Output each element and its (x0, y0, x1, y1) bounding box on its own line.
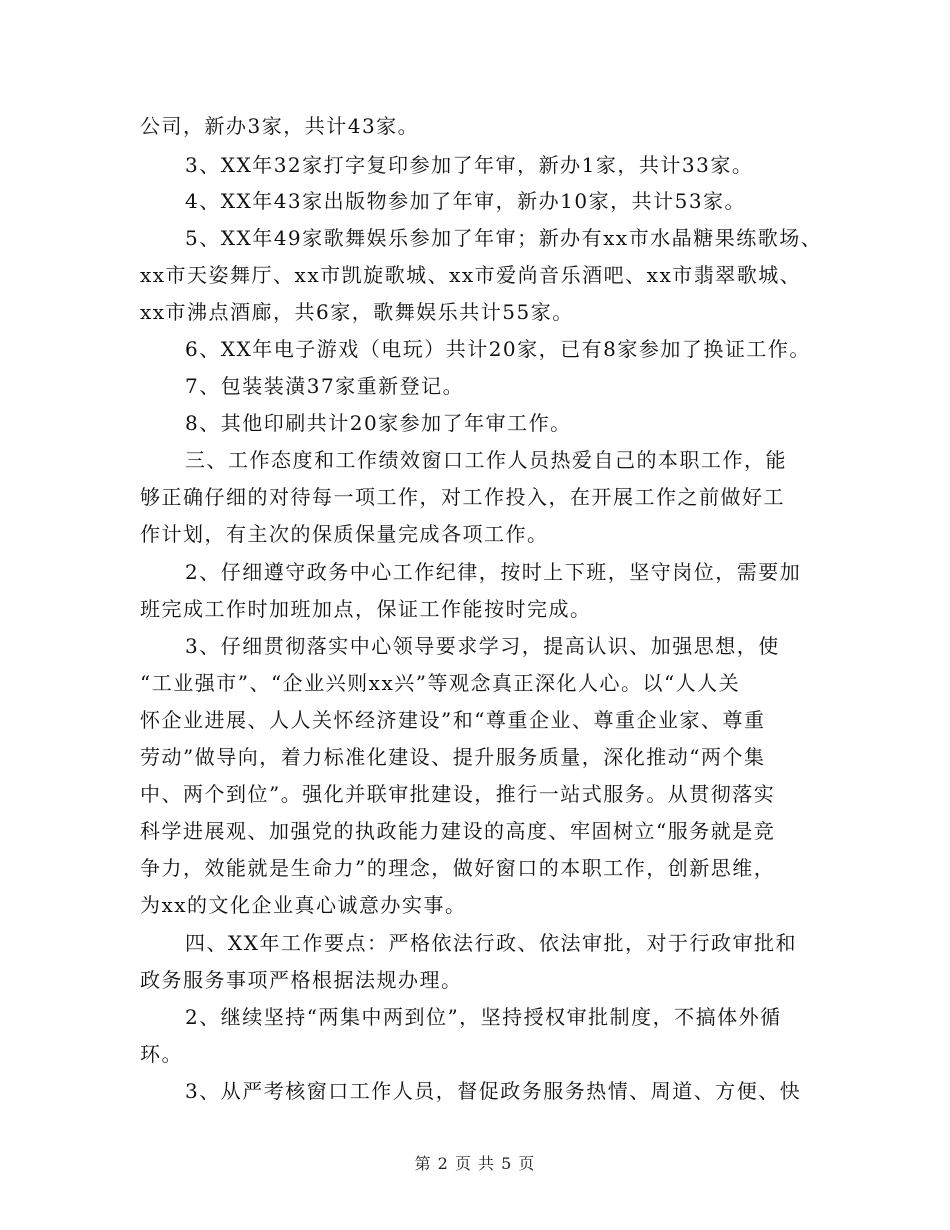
text-line: 4、XX年43家出版物参加了年审，新办10家，共计53家。 (185, 189, 747, 213)
text-line: “工业强市”、“企业兴则xx兴”等观念真正深化人心。以“人人关 (140, 671, 741, 695)
text-line: 3、从严考核窗口工作人员，督促政务服务热情、周道、方便、快 (185, 1079, 802, 1103)
text-line: 三、工作态度和工作绩效窗口工作人员热爱自己的本职工作，能 (185, 448, 787, 472)
text-line: 2、仔细遵守政务中心工作纪律，按时上下班，坚守岗位，需要加 (185, 560, 802, 584)
text-line: 够正确仔细的对待每一项工作，对工作投入，在开展工作之前做好工 (140, 485, 785, 509)
text-line: 3、仔细贯彻落实中心领导要求学习，提高认识、加强思想，使 (185, 634, 780, 658)
text-line: 中、两个到位”。强化并联审批建设，推行一站式服务。从贯彻落实 (140, 782, 776, 806)
text-line: 班完成工作时加班加点，保证工作能按时完成。 (140, 597, 592, 621)
text-line: xx市天姿舞厅、xx市凯旋歌城、xx市爱尚音乐酒吧、xx市翡翠歌城、 (140, 263, 802, 287)
text-line: 怀企业进展、人人关怀经济建设”和“尊重企业、尊重企业家、尊重 (140, 708, 766, 732)
text-line: 作计划，有主次的保质保量完成各项工作。 (140, 522, 549, 546)
text-line: 8、其他印刷共计20家参加了年审工作。 (185, 411, 572, 435)
text-line: 争力，效能就是生命力”的理念，做好窗口的本职工作，创新思维， (140, 856, 776, 880)
text-line: 2、继续坚持“两集中两到位”，坚持授权审批制度，不搞体外循 (185, 1005, 782, 1029)
page-number-footer: 第 2 页 共 5 页 (414, 1154, 536, 1173)
text-line: 劳动”做导向，着力标准化建设、提升服务质量，深化推动“两个集 (140, 745, 766, 769)
text-line: 5、XX年49家歌舞娱乐参加了年审；新办有xx市水晶糖果练歌场、 (185, 226, 823, 250)
text-line: 7、包装装潢37家重新登记。 (185, 374, 465, 398)
text-line: 6、XX年电子游戏（电玩）共计20家，已有8家参加了换证工作。 (185, 337, 811, 361)
text-line: 公司，新办3家，共计43家。 (140, 114, 420, 138)
text-line: 科学进展观、加强党的执政能力建设的高度、牢固树立“服务就是竞 (140, 819, 776, 843)
text-line: 3、XX年32家打字复印参加了年审，新办1家，共计33家。 (185, 153, 754, 177)
text-line: 四、XX年工作要点：严格依法行政、依法审批，对于行政审批和 (185, 931, 797, 955)
text-line: xx市沸点酒廊，共6家，歌舞娱乐共计55家。 (140, 300, 574, 324)
text-line: 为xx的文化企业真心诚意办实事。 (140, 893, 467, 917)
text-line: 环。 (140, 1042, 183, 1066)
text-line: 政务服务事项严格根据法规办理。 (140, 968, 463, 992)
